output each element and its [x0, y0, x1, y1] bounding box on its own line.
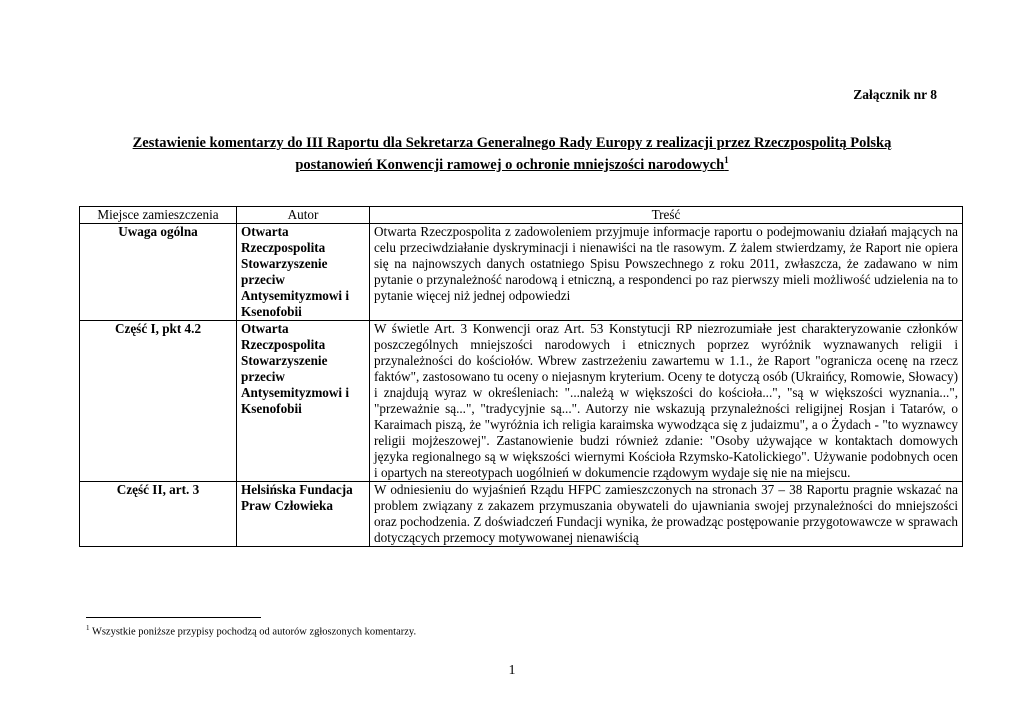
row-author: Otwarta Rzeczpospolita Stowarzyszenie przeciw Antysemityzmowi i Ksenofobii — [237, 321, 370, 482]
row-place: Część I, pkt 4.2 — [80, 321, 237, 482]
column-header-content: Treść — [370, 207, 963, 224]
row-author: Otwarta Rzeczpospolita Stowarzyszenie przeciw Antysemityzmowi i Ksenofobii — [237, 224, 370, 321]
title-footnote-mark: 1 — [724, 155, 729, 165]
table-header-row — [80, 207, 963, 224]
title-line-1: Zestawienie komentarzy do III Raportu dla Sekretarza Generalnego Rady Europy z realizacji przez Rzeczpospolitą Polską — [132, 135, 892, 151]
footnote — [86, 624, 416, 638]
footnote-mark: 1 — [86, 624, 90, 632]
document-title — [80, 135, 944, 174]
title-line-2-text: postanowień Konwencji ramowej o ochronie mniejszości narodowych — [295, 156, 725, 173]
row-content: Otwarta Rzeczpospolita z zadowoleniem przyjmuje informacje raportu o podejmowaniu działań mających na celu przeciwdziałanie dyskryminacji i nienawiści na tle rasowym. Z żalem stwierdzamy, że Raport nie opiera się na najnowszych danych ostatniego Spisu Powszechnego z roku 2011, zwłaszcza, że zadawano w nim pytanie o przynależność narodową i etniczną, a respondenci po raz pierwszy mieli możliwość udzielenia na to pytanie więcej niż jednej odpowiedzi — [370, 224, 963, 321]
table-row — [80, 224, 963, 321]
row-place: Uwaga ogólna — [80, 224, 237, 321]
table-row — [80, 482, 963, 547]
row-content: W świetle Art. 3 Konwencji oraz Art. 53 Konstytucji RP niezrozumiałe jest charakteryzowanie członków poszczególnych mniejszości narodowych i etnicznych poprzez wyróżnik wyznawanych religii i przynależności do kościołów. Wbrew zastrzeżeniu zawartemu w 1.1., że Raport "ogranicza ocenę na rzecz faktów", zastosowano tu oceny o niejasnym kryterium. Oceny te dotyczą osób (Ukraińcy, Romowie, Słowacy) i znajdują wyraz w określeniach: "...należą w większości do kościoła...", "są w większości wyznania...", "przeważnie są...", "tradycyjnie są...". Autorzy nie wskazują przynależności religijnej Rosjan i Tatarów, o Karaimach piszą, że "wyróżnia ich religia karaimska wywodząca się z judaizmu", a o Żydach - "to wyznawcy religii mojżeszowej". Zastanowienie budzi również zdanie: "Osoby używające w kontaktach domowych języka regionalnego są w większości wiernymi Kościoła Rzymsko-Katolickiego". Używanie podobnych ocen i opartych na stereotypach uogólnień w dokumencie rządowym wydaje się nie na miejscu. — [370, 321, 963, 482]
page-number: 1 — [508, 663, 516, 678]
title-line-2 — [80, 152, 944, 174]
comments-table — [79, 206, 963, 547]
row-place: Część II, art. 3 — [80, 482, 237, 547]
footnote-text: Wszystkie poniższe przypisy pochodzą od autorów zgłoszonych komentarzy. — [91, 626, 417, 638]
table-row — [80, 321, 963, 482]
row-author: Helsińska Fundacja Praw Człowieka — [237, 482, 370, 547]
row-content: W odniesieniu do wyjaśnień Rządu HFPC zamieszczonych na stronach 37 – 38 Raportu pragnie wskazać na problem związany z zakazem przymuszania obywateli do ujawniania swojej przynależności do mniejszości oraz pochodzenia. Z doświadczeń Fundacji wynika, że prowadząc postępowanie przygotowawcze w sprawach dotyczących przemocy motywowanej nienawiścią — [370, 482, 963, 547]
column-header-author: Autor — [237, 207, 370, 224]
footnote-divider — [86, 617, 261, 618]
annex-label: Załącznik nr 8 — [853, 87, 937, 102]
column-header-place: Miejsce zamieszczenia — [80, 207, 237, 224]
